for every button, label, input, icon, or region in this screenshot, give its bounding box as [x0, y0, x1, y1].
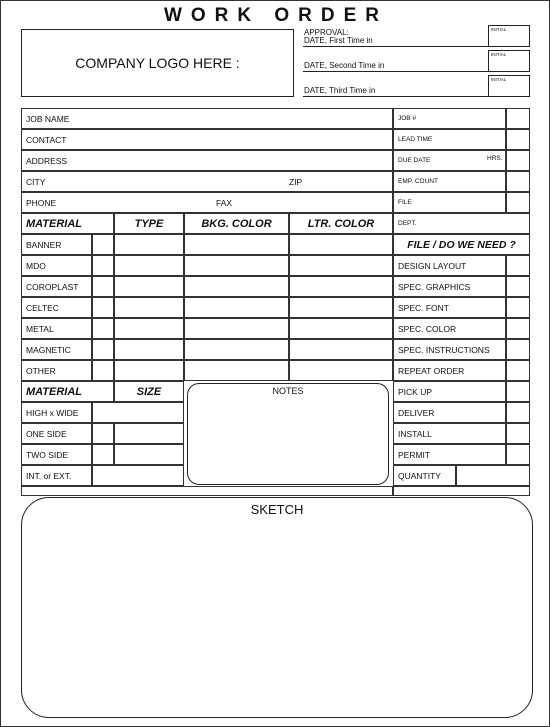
fax-label: FAX: [216, 198, 233, 208]
ltr-color-header: LTR. COLOR: [289, 213, 393, 234]
size-header: SIZE: [114, 381, 184, 402]
lead-time-box[interactable]: [506, 129, 530, 150]
file-item-checkbox[interactable]: [506, 402, 530, 423]
ltr-color-cell[interactable]: [289, 339, 393, 360]
material-row-coroplast: COROPLAST: [21, 276, 92, 297]
file-item-design-layout: DESIGN LAYOUT: [393, 255, 506, 276]
initial-box-1[interactable]: [488, 25, 530, 47]
material-row-metal: METAL: [21, 318, 92, 339]
material-row-other: OTHER: [21, 360, 92, 381]
file-item-quantity: QUANTITY: [393, 465, 456, 486]
approval-date-1-label: DATE, First Time in: [304, 36, 373, 45]
job-number-field[interactable]: [393, 108, 506, 129]
two-side-checkbox[interactable]: [92, 444, 114, 465]
material-checkbox[interactable]: [92, 339, 114, 360]
initial-label: INITIAL: [491, 77, 507, 82]
size-row-two-side: TWO SIDE: [21, 444, 92, 465]
job-name-field[interactable]: [21, 108, 393, 129]
initial-label: INITIAL: [491, 52, 507, 57]
contact-label: CONTACT: [26, 134, 67, 145]
type-cell[interactable]: [114, 360, 184, 381]
initial-box-3[interactable]: [488, 75, 530, 97]
city-label: CITY: [26, 176, 46, 187]
approval-date-2-label: DATE, Second Time in: [304, 61, 385, 70]
ltr-color-cell[interactable]: [289, 255, 393, 276]
quantity-spacer-row: [393, 486, 530, 496]
emp-count-field[interactable]: [393, 171, 506, 192]
approval-label: APPROVAL:: [304, 28, 349, 37]
bottom-spacer-row: [21, 486, 393, 496]
one-side-checkbox[interactable]: [92, 423, 114, 444]
file-item-deliver: DELIVER: [393, 402, 506, 423]
size-material-header: MATERIAL: [21, 381, 114, 402]
material-checkbox[interactable]: [92, 360, 114, 381]
material-row-banner: BANNER: [21, 234, 92, 255]
ltr-color-cell[interactable]: [289, 318, 393, 339]
type-cell[interactable]: [114, 255, 184, 276]
form-title: WORK ORDER: [163, 5, 389, 26]
emp-count-box[interactable]: [506, 171, 530, 192]
bkg-color-cell[interactable]: [184, 255, 289, 276]
emp-count-label: EMP. COUNT: [398, 178, 438, 185]
sketch-box[interactable]: [21, 497, 533, 718]
dept-field[interactable]: [393, 213, 530, 234]
job-number-label: JOB #: [398, 115, 417, 122]
file-box[interactable]: [506, 192, 530, 213]
file-item-checkbox[interactable]: [506, 318, 530, 339]
approval-date-1-line: [303, 46, 489, 47]
dept-label: DEPT.: [398, 220, 417, 227]
city-field[interactable]: [21, 171, 393, 192]
address-label: ADDRESS: [26, 155, 68, 166]
approval-date-3-line: [303, 96, 489, 97]
material-row-magnetic: MAGNETIC: [21, 339, 92, 360]
bkg-color-cell[interactable]: [184, 360, 289, 381]
contact-field[interactable]: [21, 129, 393, 150]
file-item-repeat-order: REPEAT ORDER: [393, 360, 506, 381]
due-date-label: DUE DATE: [398, 157, 431, 164]
hrs-label: HRS.: [487, 155, 503, 162]
zip-label: ZIP: [289, 177, 303, 187]
file-item-spec-instructions: SPEC. INSTRUCTIONS: [393, 339, 506, 360]
type-cell[interactable]: [114, 234, 184, 255]
due-date-box[interactable]: [506, 150, 530, 171]
bkg-color-header: BKG. COLOR: [184, 213, 289, 234]
size-row-high-wide: HIGH x WIDE: [21, 402, 92, 423]
type-cell[interactable]: [114, 297, 184, 318]
file-need-header: FILE / DO WE NEED ?: [393, 234, 530, 255]
lead-time-field[interactable]: [393, 129, 506, 150]
file-label: FILE: [398, 199, 412, 206]
lead-time-label: LEAD TIME: [398, 136, 433, 143]
file-item-checkbox[interactable]: [506, 444, 530, 465]
int-ext-input[interactable]: [92, 465, 184, 486]
two-side-input[interactable]: [114, 444, 184, 465]
notes-label: NOTES: [272, 386, 304, 396]
file-item-pick-up: PICK UP: [393, 381, 506, 402]
size-row-one-side: ONE SIDE: [21, 423, 92, 444]
one-side-input[interactable]: [114, 423, 184, 444]
file-item-spec-graphics: SPEC. GRAPHICS: [393, 276, 506, 297]
file-item-checkbox[interactable]: [506, 381, 530, 402]
material-checkbox[interactable]: [92, 234, 114, 255]
job-number-box[interactable]: [506, 108, 530, 129]
material-checkbox[interactable]: [92, 318, 114, 339]
ltr-color-cell[interactable]: [289, 234, 393, 255]
approval-date-3-label: DATE, Third Time in: [304, 86, 376, 95]
size-row-int-ext: INT. or EXT.: [21, 465, 92, 486]
file-item-checkbox[interactable]: [506, 423, 530, 444]
logo-placeholder: COMPANY LOGO HERE :: [21, 29, 294, 97]
bkg-color-cell[interactable]: [184, 276, 289, 297]
type-cell[interactable]: [114, 339, 184, 360]
file-item-checkbox[interactable]: [506, 276, 530, 297]
material-checkbox[interactable]: [92, 276, 114, 297]
type-cell[interactable]: [114, 276, 184, 297]
size-high-wide-input[interactable]: [92, 402, 184, 423]
type-header: TYPE: [114, 213, 184, 234]
material-row-mdo: MDO: [21, 255, 92, 276]
bkg-color-cell[interactable]: [184, 318, 289, 339]
material-checkbox[interactable]: [92, 255, 114, 276]
approval-date-2-line: [303, 71, 489, 72]
file-item-checkbox[interactable]: [506, 297, 530, 318]
address-field[interactable]: [21, 150, 393, 171]
initial-label: INITIAL: [491, 27, 507, 32]
bkg-color-cell[interactable]: [184, 234, 289, 255]
ltr-color-cell[interactable]: [289, 360, 393, 381]
file-item-checkbox[interactable]: [506, 255, 530, 276]
bkg-color-cell[interactable]: [184, 297, 289, 318]
file-item-spec-color: SPEC. COLOR: [393, 318, 506, 339]
type-cell[interactable]: [114, 318, 184, 339]
file-item-permit: PERMIT: [393, 444, 506, 465]
file-item-spec-font: SPEC. FONT: [393, 297, 506, 318]
initial-box-2[interactable]: [488, 50, 530, 72]
bkg-color-cell[interactable]: [184, 339, 289, 360]
notes-box[interactable]: [187, 383, 389, 485]
sketch-label: SKETCH: [250, 502, 304, 517]
quantity-input[interactable]: [456, 465, 530, 486]
file-item-checkbox[interactable]: [506, 360, 530, 381]
ltr-color-cell[interactable]: [289, 276, 393, 297]
file-item-checkbox[interactable]: [506, 339, 530, 360]
material-row-celtec: CELTEC: [21, 297, 92, 318]
ltr-color-cell[interactable]: [289, 297, 393, 318]
phone-label: PHONE: [26, 197, 57, 208]
phone-field[interactable]: [21, 192, 393, 213]
job-name-label: JOB NAME: [26, 113, 70, 124]
file-field[interactable]: [393, 192, 506, 213]
material-header: MATERIAL: [21, 213, 114, 234]
material-checkbox[interactable]: [92, 297, 114, 318]
file-item-install: INSTALL: [393, 423, 506, 444]
